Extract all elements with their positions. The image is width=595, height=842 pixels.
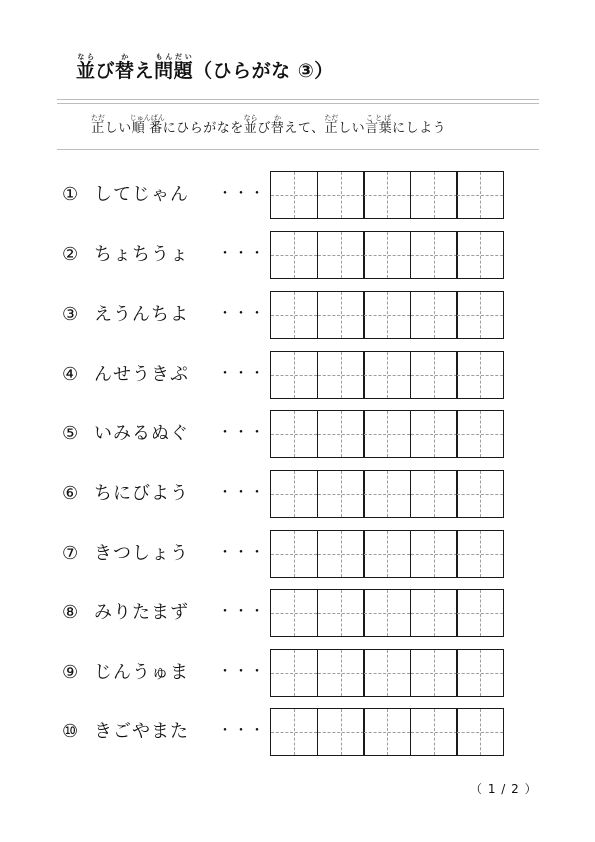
answer-box[interactable] xyxy=(270,530,318,578)
page-number: （ 1 / 2 ） xyxy=(470,782,538,796)
answer-box[interactable] xyxy=(410,708,458,756)
furigana: ただ xyxy=(91,114,105,122)
leader-dots: ・・・ xyxy=(218,246,266,262)
furigana: か xyxy=(270,114,285,122)
title-divider xyxy=(57,99,539,100)
answer-boxes xyxy=(270,231,503,279)
question-row xyxy=(0,351,595,399)
question-row xyxy=(0,649,595,697)
leader-dots: ・・・ xyxy=(218,723,266,739)
question-row xyxy=(0,589,595,637)
answer-box[interactable] xyxy=(410,649,458,697)
answer-box[interactable] xyxy=(410,351,458,399)
answer-box[interactable] xyxy=(363,589,411,637)
scrambled-letters: ちょちうょ xyxy=(94,244,189,265)
answer-box[interactable] xyxy=(456,291,504,339)
answer-box[interactable] xyxy=(410,470,458,518)
question-number: ⑦ xyxy=(62,543,79,564)
answer-box[interactable] xyxy=(410,291,458,339)
answer-box[interactable] xyxy=(410,231,458,279)
leader-dots: ・・・ xyxy=(218,306,266,322)
scrambled-letters: んせうきぷ xyxy=(94,364,189,385)
answer-boxes xyxy=(270,649,503,697)
answer-box[interactable] xyxy=(270,351,318,399)
title-divider-secondary xyxy=(57,103,539,104)
leader-dots: ・・・ xyxy=(218,425,266,441)
title-kanji-mondai: 問題もんだい xyxy=(154,53,194,82)
answer-box[interactable] xyxy=(363,470,411,518)
question-row xyxy=(0,470,595,518)
answer-box[interactable] xyxy=(317,708,365,756)
answer-boxes xyxy=(270,351,503,399)
answer-box[interactable] xyxy=(456,530,504,578)
answer-box[interactable] xyxy=(456,231,504,279)
furigana: か xyxy=(115,53,135,61)
answer-boxes xyxy=(270,171,503,219)
answer-box[interactable] xyxy=(270,649,318,697)
question-number: ① xyxy=(62,184,79,205)
answer-box[interactable] xyxy=(270,589,318,637)
answer-box[interactable] xyxy=(363,231,411,279)
question-number: ⑤ xyxy=(62,423,79,444)
answer-box[interactable] xyxy=(317,530,365,578)
leader-dots: ・・・ xyxy=(218,485,266,501)
answer-boxes xyxy=(270,589,503,637)
furigana: なら xyxy=(243,114,258,122)
answer-box[interactable] xyxy=(317,470,365,518)
instruction-text: 正ただしい順番じゅんばんにひらがなを並ならび替かえて、正ただしい言葉ことばにしよう xyxy=(91,114,447,136)
answer-box[interactable] xyxy=(456,470,504,518)
answer-box[interactable] xyxy=(410,530,458,578)
scrambled-letters: いみるぬぐ xyxy=(94,423,189,444)
instruction-divider xyxy=(57,149,539,150)
answer-box[interactable] xyxy=(317,410,365,458)
title-suffix: （ひらがな ③） xyxy=(193,60,334,82)
answer-boxes xyxy=(270,291,503,339)
scrambled-letters: じんうゅま xyxy=(94,662,189,683)
furigana: ただ xyxy=(324,114,339,122)
answer-box[interactable] xyxy=(317,231,365,279)
answer-box[interactable] xyxy=(456,649,504,697)
answer-box[interactable] xyxy=(317,351,365,399)
furigana: なら xyxy=(76,53,96,61)
furigana: じゅんばん xyxy=(129,114,165,122)
scrambled-letters: きつしょう xyxy=(94,543,189,564)
title-okurigana: び xyxy=(95,60,116,82)
furigana: ことば xyxy=(365,114,393,122)
scrambled-letters: みりたまず xyxy=(94,602,189,623)
scrambled-letters: ちにびよう xyxy=(94,483,189,504)
answer-box[interactable] xyxy=(363,530,411,578)
answer-box[interactable] xyxy=(270,291,318,339)
answer-box[interactable] xyxy=(363,351,411,399)
furigana: もんだい xyxy=(154,53,194,61)
title-kanji-kae: 替か xyxy=(115,53,135,82)
leader-dots: ・・・ xyxy=(218,186,266,202)
question-row xyxy=(0,171,595,219)
answer-box[interactable] xyxy=(363,171,411,219)
answer-box[interactable] xyxy=(456,589,504,637)
question-row xyxy=(0,530,595,578)
answer-box[interactable] xyxy=(270,708,318,756)
answer-box[interactable] xyxy=(270,470,318,518)
answer-box[interactable] xyxy=(410,410,458,458)
question-row xyxy=(0,291,595,339)
scrambled-letters: えうんちよ xyxy=(94,304,189,325)
question-number: ② xyxy=(62,244,79,265)
leader-dots: ・・・ xyxy=(218,664,266,680)
answer-box[interactable] xyxy=(270,231,318,279)
answer-box[interactable] xyxy=(270,171,318,219)
leader-dots: ・・・ xyxy=(218,545,266,561)
answer-box[interactable] xyxy=(363,708,411,756)
leader-dots: ・・・ xyxy=(218,604,266,620)
answer-boxes xyxy=(270,410,503,458)
question-number: ⑨ xyxy=(62,662,79,683)
question-number: ⑧ xyxy=(62,602,79,623)
question-number: ③ xyxy=(62,304,79,325)
answer-box[interactable] xyxy=(317,649,365,697)
answer-box[interactable] xyxy=(363,410,411,458)
question-number: ⑩ xyxy=(62,721,79,742)
question-row xyxy=(0,231,595,279)
scrambled-letters: してじゃん xyxy=(94,184,189,205)
answer-box[interactable] xyxy=(317,589,365,637)
leader-dots: ・・・ xyxy=(218,366,266,382)
title-kanji-narabi: 並なら xyxy=(76,53,96,82)
question-number: ④ xyxy=(62,364,79,385)
question-row xyxy=(0,708,595,756)
answer-box[interactable] xyxy=(456,410,504,458)
answer-box[interactable] xyxy=(363,291,411,339)
answer-box[interactable] xyxy=(363,649,411,697)
answer-box[interactable] xyxy=(410,589,458,637)
question-row xyxy=(0,410,595,458)
title-okurigana: え xyxy=(134,60,155,82)
worksheet-title xyxy=(76,53,334,81)
answer-box[interactable] xyxy=(456,171,504,219)
answer-boxes xyxy=(270,530,503,578)
answer-box[interactable] xyxy=(270,410,318,458)
answer-box[interactable] xyxy=(456,708,504,756)
answer-box[interactable] xyxy=(456,351,504,399)
scrambled-letters: きごやまた xyxy=(94,721,189,742)
answer-box[interactable] xyxy=(410,171,458,219)
answer-box[interactable] xyxy=(317,171,365,219)
question-number: ⑥ xyxy=(62,483,79,504)
answer-boxes xyxy=(270,708,503,756)
answer-box[interactable] xyxy=(317,291,365,339)
answer-boxes xyxy=(270,470,503,518)
